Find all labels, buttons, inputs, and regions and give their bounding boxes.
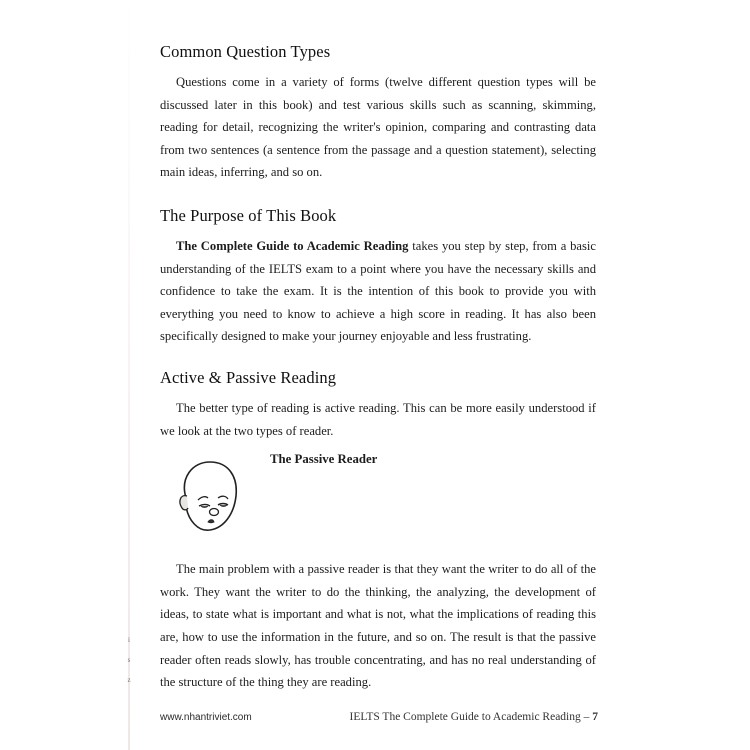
body-paragraph: The better type of reading is active reading. This can be more easily understood if we look at the two types of reader. — [160, 400, 596, 438]
passive-reader-figure — [160, 452, 596, 550]
figure-caption: The Passive Reader — [270, 452, 378, 467]
running-title: IELTS The Complete Guide to Academic Reading – — [349, 711, 593, 723]
body-paragraph: Questions come in a variety of forms (twelve different question types will be discussed later in this book) and test various skills such as scanning, skimming, reading for detail, recognizing the writer's opinion, comparing and contrasting data from two sentences (a sentence from the passage and a question statement), selecting main ideas, inferring, and so on. — [160, 75, 596, 180]
body-paragraph — [160, 235, 596, 348]
margin-marks — [124, 630, 134, 690]
book-page — [160, 42, 596, 714]
section-heading: Common Question Types — [160, 42, 331, 61]
section-purpose-of-book — [160, 206, 596, 348]
section-common-question-types — [160, 42, 596, 184]
page-footer — [160, 711, 598, 727]
section-heading: The Purpose of This Book — [160, 205, 337, 225]
page-number: 7 — [592, 711, 598, 723]
margin-mark: s — [127, 656, 131, 664]
sleepy-head-icon — [172, 456, 244, 536]
section-heading: Active & Passive Reading — [160, 367, 337, 387]
margin-mark: z — [127, 676, 131, 684]
paragraph-text: takes you step by step, from a basic understanding of the IELTS exam to a point where you have the necessary skills and confidence to take the exam. It is the intention of this book to provide you with everything you need to know to achieve a high score in reading. It has also been specifically designed to make your journey enjoyable and less frustrating. — [160, 238, 596, 344]
publisher-website: www.nhantriviet.com — [160, 712, 252, 723]
margin-mark: i — [128, 636, 130, 644]
book-title-reference: The Complete Guide to Academic Reading — [176, 238, 409, 253]
body-paragraph: The main problem with a passive reader is that they want the writer to do all of the work. They want the writer to do the thinking, the analyzing, the development of ideas, to state what is important and what is not, what the implications of reading this are, how to use the information in the future, and so on. The result is that the passive reader often reads slowly, has trouble concentrating, and has no real understanding of the structure of the thing they are reading. — [160, 562, 596, 690]
section-active-passive-reading — [160, 368, 596, 694]
running-footer — [350, 711, 598, 723]
